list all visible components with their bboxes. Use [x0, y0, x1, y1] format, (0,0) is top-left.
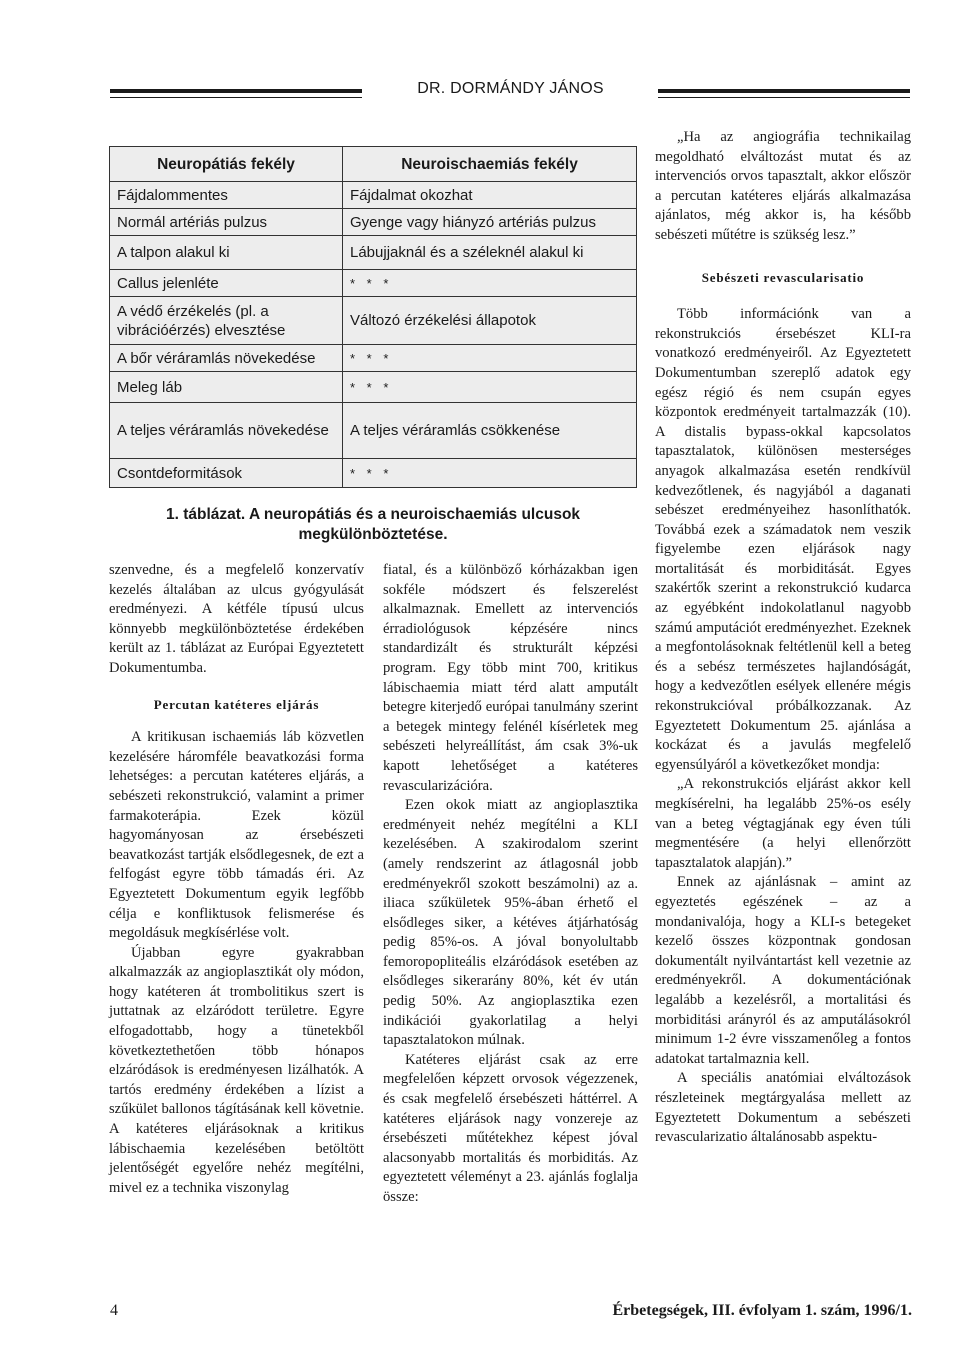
table-cell-left: Csontdeformitások: [110, 459, 343, 488]
table-cell-left: A bőr véráramlás növekedése: [110, 345, 343, 372]
page-number: 4: [110, 1302, 118, 1319]
paragraph: Katéteres eljárást csak az erre megfelelően képzett orvosok végezzenek, és csak megfelelő érsebészeti háttérrel. A katéteres eljárások nagy vonzereje az érsebészeti műtétekhez képest jóval alacsonyabb mortalitás és morbiditás. Az egyeztetett véleményt a 23. ajánlás foglalja össze:: [383, 1051, 638, 1205]
table-cell-left: A védő érzékelés (pl. a vibrációérzés) elvesztése: [110, 297, 343, 345]
paragraph: szenvedne, és a megfelelő konzervatív kezelés általában az ulcus gyógyulását eredményezi. A kétféle típusú ulcus könnyebb megkülönböztetése érdekében került az 1. táblázat az Európai Egyeztetett Dokumentumba.: [109, 562, 364, 676]
table-cell-right: A teljes véráramlás csökkenése: [343, 403, 637, 459]
table-head-neuropathic: Neuropátiás fekély: [110, 147, 343, 182]
table-cell-left: A talpon alakul ki: [110, 236, 343, 270]
table-row: [110, 459, 637, 488]
quote-recommendation-23: „Ha az angiográfia technikailag megoldható elváltozást mutat és az intervenciós orvos tapasztalt, akkor először a percutan katéteres eljárás alkalmazása ajánlatos, még akkor is, ha később sebészeti műtétre is szükség lesz.”: [655, 129, 911, 243]
text-column-1: [109, 561, 364, 1198]
table-cell-left: Callus jelenléte: [110, 270, 343, 297]
table-cell-left: Meleg láb: [110, 372, 343, 403]
section-subheading: Percutan katéteres eljárás: [153, 696, 320, 712]
table-caption: 1. táblázat. A neuropátiás és a neuroischaemiás ulcusok megkülönböztetése.: [165, 506, 581, 543]
table-head-neuroischaemic: Neuroischaemiás fekély: [343, 147, 637, 182]
table-cell-right-stars: * * *: [343, 270, 637, 297]
journal-footer: Érbetegségek, III. évfolyam 1. szám, 1996/1.: [612, 1302, 912, 1319]
table-cell-right: Lábujjaknál és a széleknél alakul ki: [343, 236, 637, 270]
table-row: [110, 297, 637, 345]
table-cell-right: Gyenge vagy hiányzó artériás pulzus: [343, 209, 637, 236]
paragraph: fiatal, és a különböző kórházakban igen sokféle módszert és felszerelést alkalmaznak. Emellett az intervenciós érradiológusok képzésére nincs standardizált és strukturált képzési program. Egy több mint 700, kritikus lábischaemia miatt térd alatt amputált betegre kiterjedő európai tanulmány szerint a betegek mintegy felénél kísérletek meg sebészeti helyreállítást, ám csak 3%-uk kapott lehetőséget a katéteres revascularizációra.: [383, 562, 638, 794]
table-row: [110, 236, 637, 270]
table-cell-left: Normál artériás pulzus: [110, 209, 343, 236]
section-subheading: Sebészeti revascularisatio: [701, 269, 865, 285]
table-cell-right: Fájdalmat okozhat: [343, 182, 637, 209]
table-cell-left: Fájdalommentes: [110, 182, 343, 209]
table-row: [110, 209, 637, 236]
header-rule-left: [110, 89, 362, 93]
paragraph: Ezen okok miatt az angioplasztika eredményeit nehéz megítélni a KLI kezelésében. A szakirodalom szerint (amely rendszerint az átlagosnál jobb eredményekről szokott beszámolni) az a. iliaca szűkületek 95%-ában érhető el elsődleges siker, a kétéves átjárhatóság pedig 85%-os. A jóval bonyolultabb femoropopliteális elzáródások esetében az elsődleges sikerarány 80%, két év után pedig 50%. Az angioplasztika ezen indikációi gyakorlatilag a helyi tapasztalatokon múlnak.: [383, 797, 638, 1049]
comparison-table: [109, 146, 637, 488]
paragraph: Több információnk van a rekonstrukciós érsebészet KLI-ra vonatkozó eredményeiről. Az Egyeztetett Dokumentumban szereplő adatok egy egész régió és nem csupán egyes központok eredményeit tartalmazzák (10). A distalis bypass-okkal kapcsolatos tapasztalatok, különösen mesterséges anyagok alkalmazása esetén rendkívül kedvezőtlenek, és nagyjából a daganati sebészet eredményeihez hasonlíthatók. Továbbá ezek a számadatok nem veszik figyelembe ezen eljárások nagy mortalitását és morbiditását. Egyes szakértők szerint a rekonstrukció kudarca az egyébként indokolatlanul nagyobb számú amputációt eredményezhet. Ezeknek a megfontolásoknak feltétlenül kell a beteg és a sebész természetes hajlandóságát, hogy a kedvezőtlen esélyek ellenére mégis rekonstrukcióval próbálkozzanak. Az Egyeztetett Dokumentum 25. ajánlása a kockázat és a javulás megfelelő egyensúlyáról a következőket mondja:: [655, 306, 911, 773]
paragraph: Ennek az ajánlásnak – amint az egyeztetés egészének – az a mondanivalója, hogy a KLI-s betegeket kezelő összes központnak gondosan dokumentált nyilvántartást kell vezetnie az eredményekről. A dokumentációnak legalább a kezelésről, a mortalitási és morbiditási arányról és az amputálásokról minimum 1-2 évre visszamenőleg a fontos adatokat tartalmaznia kell.: [655, 874, 911, 1067]
quote-recommendation-25: „A rekonstrukciós eljárást akkor kell megkísérelni, ha legalább 25%-os esély van a beteg végtagjának egy éven túli megmentésére (a helyi ellenőrzött tapasztalatok alapján).”: [655, 776, 911, 871]
table-cell-right-stars: * * *: [343, 459, 637, 488]
table-cell-left: A teljes véráramlás növekedése: [110, 403, 343, 459]
paragraph: Újabban egyre gyakrabban alkalmazzák az angioplasztikát oly módon, hogy katéteren át trombolitikus szert is juttatnak az elzáródott területre. Egyre elfogadottabb, hogy a tünetekből következtethetően több hónapos elzáródások is eredményesen lizálhatók. A tartós eredmény érdekében a lízist a szűkület ballonos tágításának kell követnie. A katéteres eljárásoknak a kritikus lábischaemia kezelésében betöltött jelentőségét egyelőre nehéz megítélni, mivel ez a technika viszonylag: [109, 944, 364, 1196]
table-row: [110, 182, 637, 209]
running-header-author: DR. DORMÁNDY JÁNOS: [417, 80, 604, 97]
paragraph: A speciális anatómiai elváltozások részleteinek megtárgyalása mellett az Egyeztetett Dokumentum a sebészeti revascularizatio általánosabb aspektu-: [655, 1070, 911, 1146]
table-row: [110, 345, 637, 372]
text-column-2: [383, 561, 638, 1208]
table-row: [110, 403, 637, 459]
header-rule-right-thin: [658, 97, 910, 98]
table-row: [110, 372, 637, 403]
table-cell-right-stars: * * *: [343, 372, 637, 403]
text-column-3: [655, 128, 911, 1148]
paragraph: A kritikusan ischaemiás láb közvetlen kezelésére háromféle beavatkozási forma lehetséges: a percutan katéteres eljárás, a sebészeti rekonstrukció, valamint a primer farmakoterápia. Ezek közül hagyományosan az érsebészeti beavatkozást tartják elsődlegesnek, de ezt a felfogást egyre több támadás éri. Az Egyeztetett Dokumentum egyik legfőbb célja e konfliktusok felismerése és megoldásuk megkísérlése volt.: [109, 729, 364, 942]
table-row: [110, 270, 637, 297]
header-rule-right: [658, 89, 910, 93]
table-header-row: [110, 147, 637, 182]
table-cell-right-stars: * * *: [343, 345, 637, 372]
table-cell-right: Változó érzékelési állapotok: [343, 297, 637, 345]
header-rule-left-thin: [110, 97, 362, 98]
